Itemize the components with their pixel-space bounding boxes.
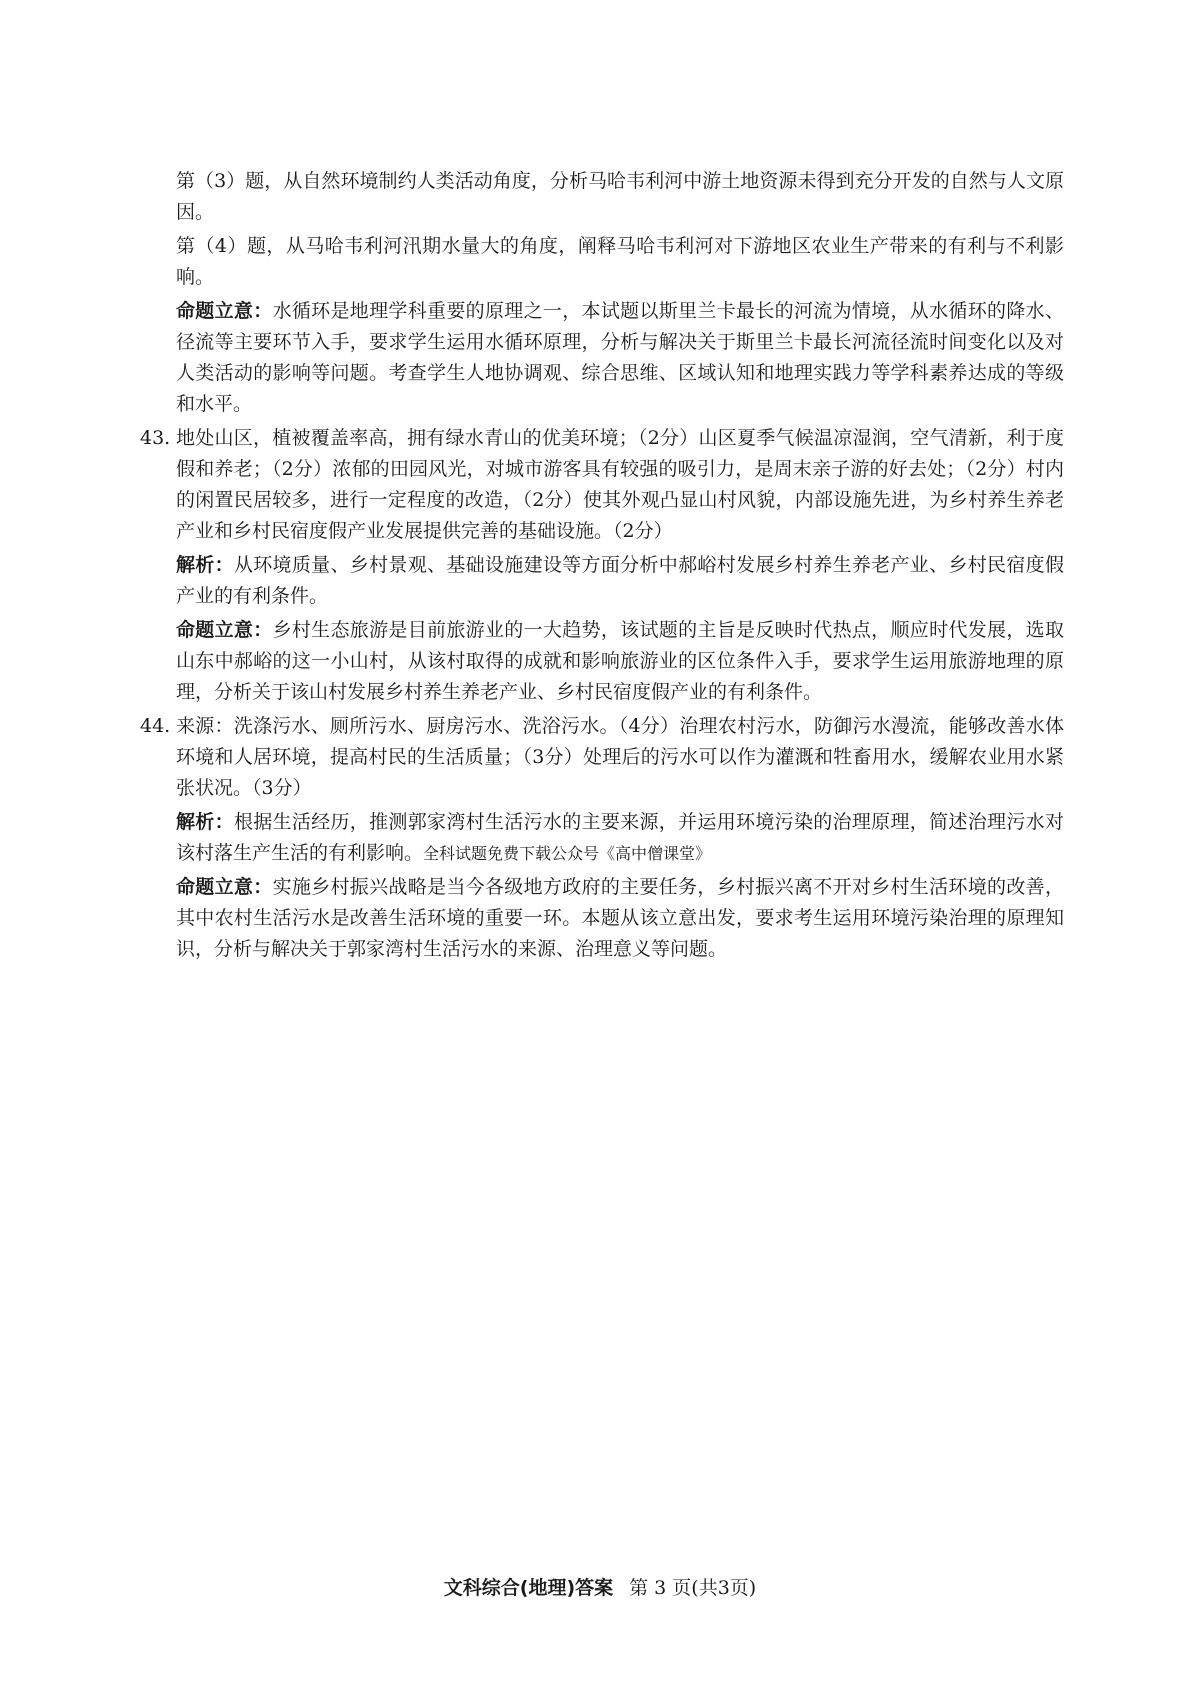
question-number: 43. [140, 427, 171, 449]
paragraph-q42-intent [176, 296, 1064, 420]
paragraph-q42-part4: 第（4）题，从马哈韦利河汛期水量大的角度，阐释马哈韦利河对下游地区农业生产带来的有利与不利影响。 [176, 235, 1064, 288]
analysis-label: 解析： [176, 811, 234, 833]
intent-label: 命题立意： [176, 300, 273, 322]
intent-text: 实施乡村振兴战略是当今各级地方政府的主要任务，乡村振兴离不开对乡村生活环境的改善，其中农村生活污水是改善生活环境的重要一环。本题从该立意出发，要求考生运用环境污染治理的原理知识，分析与解决关于郭家湾村生活污水的来源、治理意义等问题。 [176, 876, 1064, 960]
footer-title: 文科综合(地理)答案 [443, 1577, 614, 1599]
paragraph-q42-part3: 第（3）题，从自然环境制约人类活动角度，分析马哈韦利河中游土地资源未得到充分开发的自然与人文原因。 [176, 170, 1064, 223]
analysis-paragraph [176, 807, 1064, 869]
intent-text: 水循环是地理学科重要的原理之一，本试题以斯里兰卡最长的河流为情境，从水循环的降水、径流等主要环节入手，要求学生运用水循环原理，分析与解决关于斯里兰卡最长河流径流时间变化以及对人类活动的影响等问题。考查学生人地协调观、综合思维、区域认知和地理实践力等学科素养达成的等级和水平。 [176, 300, 1064, 415]
page-number: 第 3 页(共3页) [629, 1577, 757, 1599]
analysis-text: 根据生活经历，推测郭家湾村生活污水的主要来源，并运用环境污染的治理原理，简述治理污水对该村落生产生活的有利影响。 [176, 811, 1064, 864]
analysis-text: 从环境质量、乡村景观、基础设施建设等方面分析中郝峪村发展乡村养生养老产业、乡村民宿度假产业的有利条件。 [176, 554, 1064, 607]
intent-paragraph [176, 872, 1064, 965]
answer-content [140, 166, 1064, 968]
answer-text: 地处山区，植被覆盖率高，拥有绿水青山的优美环境；（2分）山区夏季气候温凉湿润，空气清新，利于度假和养老；（2分）浓郁的田园风光，对城市游客具有较强的吸引力，是周末亲子游的好去处；（2分）村内的闲置民居较多，进行一定程度的改造，（2分）使其外观凸显山村风貌，内部设施先进，为乡村养生养老产业和乡村民宿度假产业发展提供完善的基础设施。（2分） [176, 427, 1064, 542]
intent-label: 命题立意： [176, 619, 273, 641]
intent-text: 乡村生态旅游是目前旅游业的一大趋势，该试题的主旨是反映时代热点，顺应时代发展，选取山东中郝峪的这一小山村，从该村取得的成就和影响旅游业的区位条件入手，要求学生运用旅游地理的原理，分析关于该山村发展乡村养生养老产业、乡村民宿度假产业的有利条件。 [176, 619, 1064, 703]
question-number: 44. [140, 715, 171, 737]
analysis-label: 解析： [176, 554, 234, 576]
page-footer [0, 1573, 1200, 1600]
answer-text: 来源：洗涤污水、厕所污水、厨房污水、洗浴污水。（4分）治理农村污水，防御污水漫流，能够改善水体环境和人居环境，提高村民的生活质量；（3分）处理后的污水可以作为灌溉和牲畜用水，缓解农业用水紧张状况。（3分） [176, 715, 1064, 799]
download-note: 全科试题免费下载公众号《高中僧课堂》 [423, 844, 712, 863]
analysis-paragraph [176, 550, 1064, 612]
question-44 [140, 711, 1064, 965]
intent-label: 命题立意： [176, 876, 273, 898]
intent-paragraph [176, 615, 1064, 708]
question-43 [140, 423, 1064, 708]
